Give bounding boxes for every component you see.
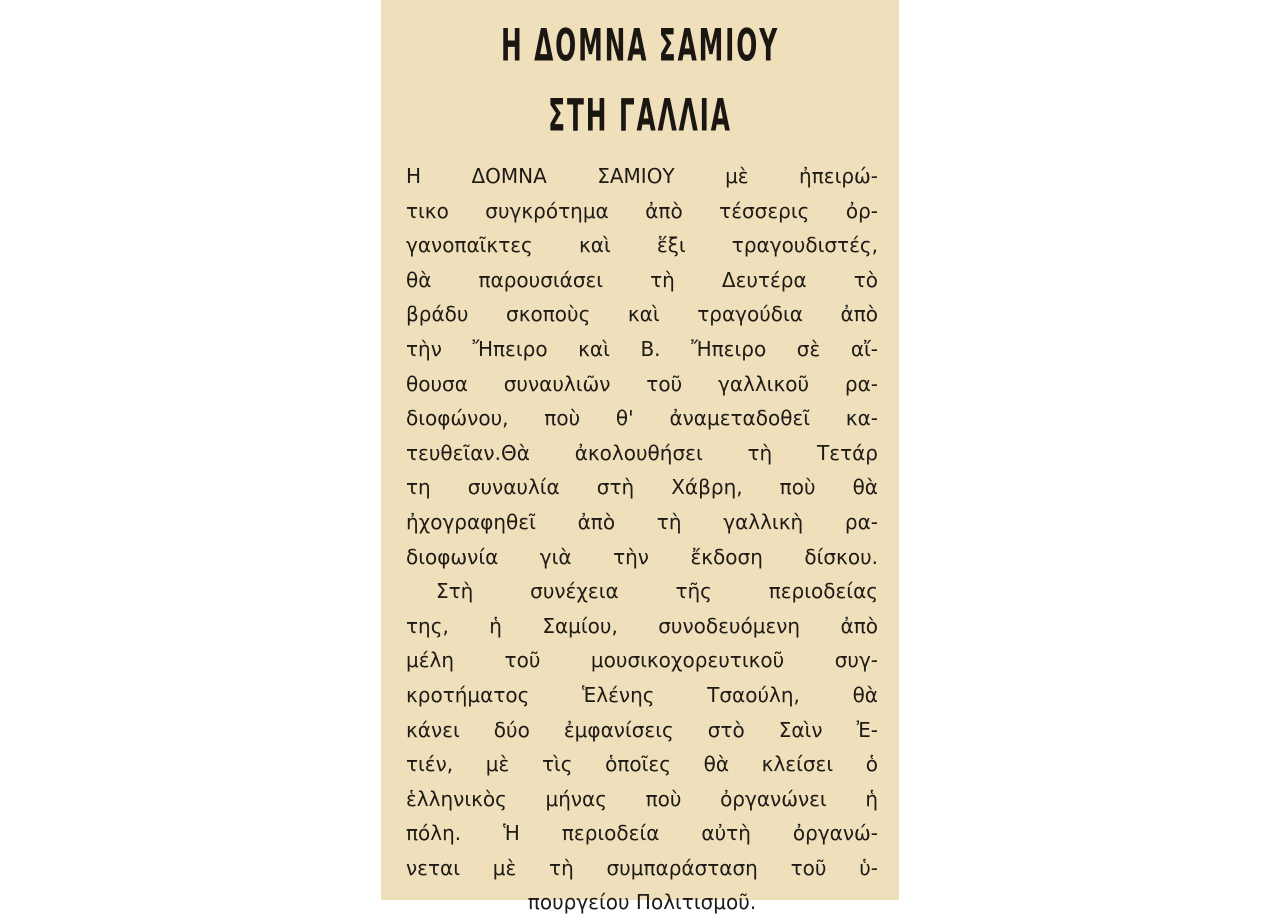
article-line: της, ἡ Σαμίου, συνοδευόμενη ἀπὸ bbox=[406, 613, 878, 638]
article-line: τευθεῖαν.Θὰ ἀκολουθήσει τὴ Τετάρ bbox=[406, 440, 878, 465]
article-line: νεται μὲ τὴ συμπαράσταση τοῦ ὑ- bbox=[406, 855, 878, 880]
article-line: τιέν, μὲ τὶς ὁποῖες θὰ κλείσει ὁ bbox=[406, 752, 878, 777]
article-line: πουργείου Πολιτισμοῦ. bbox=[527, 890, 757, 915]
headline-line-2: ΣΤΗ ΓΑΛΛΙΑ bbox=[548, 90, 732, 142]
article-line: Στὴ συνέχεια τῆς περιοδείας bbox=[436, 579, 878, 604]
article-line: διοφώνου, ποὺ θ' ἀναμεταδοθεῖ κα- bbox=[406, 406, 878, 431]
article-line: Η ΔΟΜΝΑ ΣΑΜΙΟΥ μὲ ἠπειρώ- bbox=[406, 164, 878, 188]
article-line: κάνει δύο ἐμφανίσεις στὸ Σαὶν Ἐ- bbox=[406, 717, 878, 742]
article-line: διοφωνία γιὰ τὴν ἔκδοση δίσκου. bbox=[406, 544, 878, 569]
newspaper-clipping bbox=[381, 0, 899, 915]
article-line: γανοπαῖκτες καὶ ἕξι τραγουδιστές, bbox=[406, 233, 878, 258]
article-line: θὰ παρουσιάσει τὴ Δευτέρα τὸ bbox=[406, 267, 878, 292]
article-body bbox=[406, 159, 878, 920]
article-line: πόλη. Ἡ περιοδεία αὐτὴ ὀργανώ- bbox=[406, 821, 878, 846]
article-line: τη συναυλία στὴ Χάβρη, ποὺ θὰ bbox=[406, 475, 878, 500]
article-line: θουσα συναυλιῶν τοῦ γαλλικοῦ ρα- bbox=[406, 371, 878, 396]
headline-line-1: Η ΔΟΜΝΑ ΣΑΜΙΟΥ bbox=[500, 20, 780, 72]
article-line: ἠχογραφηθεῖ ἀπὸ τὴ γαλλικὴ ρα- bbox=[406, 509, 878, 534]
article-line: τὴν Ἤπειρο καὶ Β. Ἤπειρο σὲ αἴ- bbox=[406, 336, 878, 361]
article-line: μέλη τοῦ μουσικοχορευτικοῦ συγ- bbox=[406, 648, 878, 673]
article-line: βράδυ σκοποὺς καὶ τραγούδια ἀπὸ bbox=[406, 302, 878, 327]
article-line: τικο συγκρότημα ἀπὸ τέσσερις ὀρ- bbox=[406, 198, 878, 223]
article-line: κροτήματος Ἑλένης Τσαούλη, θὰ bbox=[406, 682, 878, 707]
article-line: ἑλληνικὸς μήνας ποὺ ὀργανώνει ἡ bbox=[406, 786, 878, 811]
